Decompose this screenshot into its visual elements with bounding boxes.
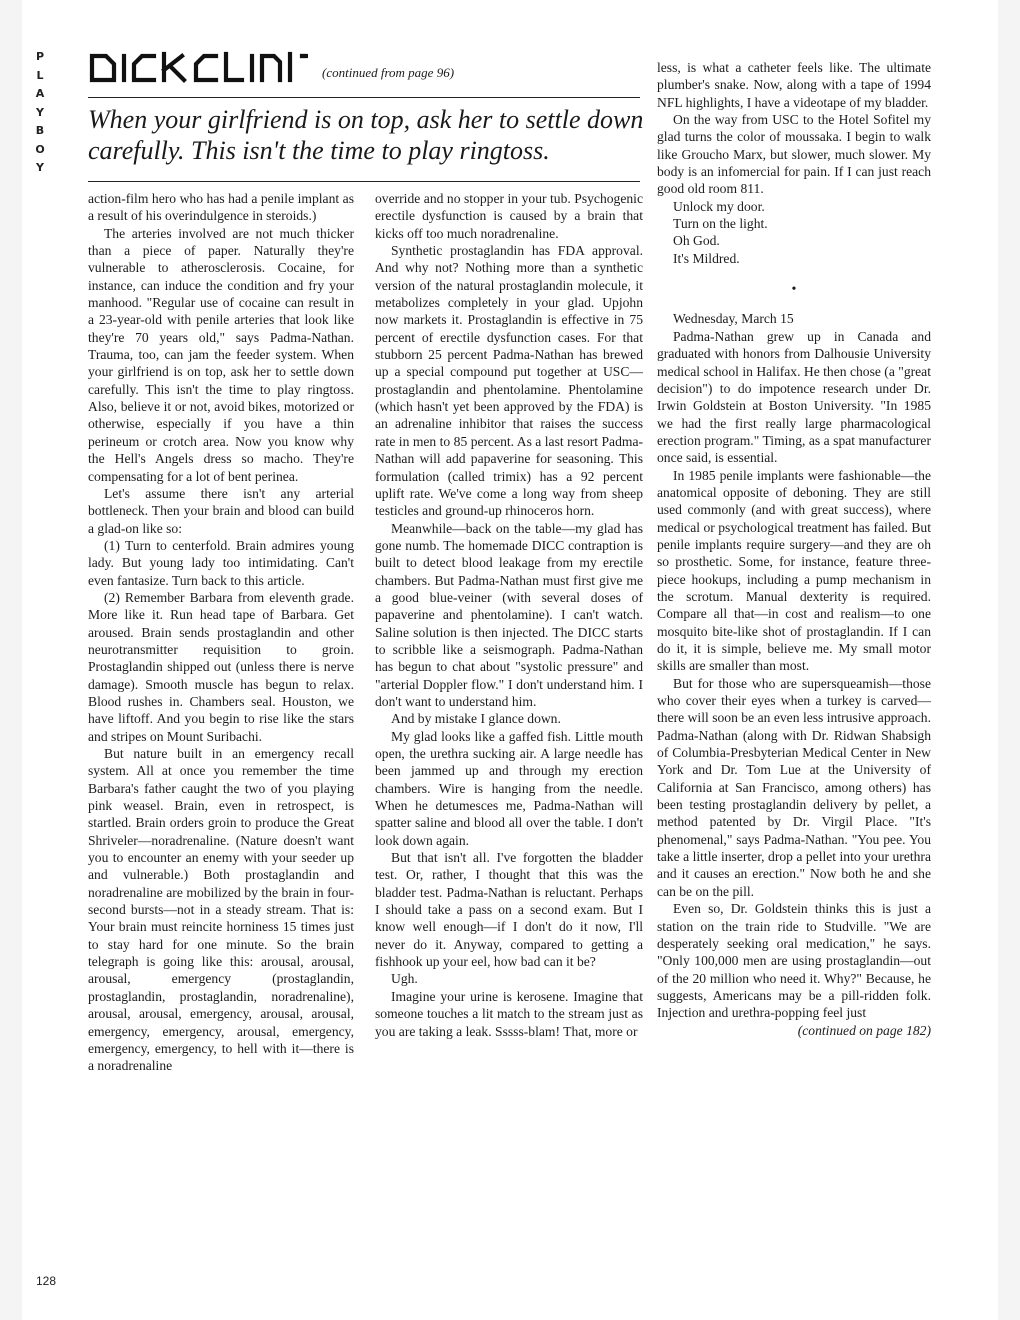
paragraph: In 1985 penile implants were fashionable—the anatomical opposite of deboning. They are still used commonly (and with great success), where medical or psychological treatment has failed. But penile implants require surgery—and they are oh so prosthetic. Some, for instance, feature three-piece hookups, including a pump mechanism in the scrotum. Manual dexterity is required. Compare all that—in cost and realism—to one mosquito bite-like shot of prostaglandin. If I can do it, it is simple, believe me. My small motor skills are smaller than most. [657,467,931,674]
magazine-letter: Y [36,105,44,119]
paragraph: The arteries involved are not much thicker than a piece of paper. Naturally they're vulnerable to atherosclerosis. Cocaine, for instance, can induce the condition and fry your manhood. "Regular use of cocaine can result in a 23-year-old with penile arteries that look like they're 70 years old," says Padma-Nathan. Trauma, too, can jam the feeder system. When your girlfriend is on top, ask her to settle down carefully. This isn't the time to play ringtoss. Also, believe it or not, avoid bikes, motorized or otherwise, especially if you have a thin perineum or crotch area. Now you know why the Hell's Angels dress so macho. They're compensating for a lot of bent perinea. [88,225,354,484]
paragraph: Even so, Dr. Goldstein thinks this is just a station on the train ride to Studville. "We are desperately seeking oral medication," he says. "Only 100,000 men are using prostaglandin—out of the 20 million who need it. Why?" Because, he suggests, Americans may be a pill-ridden folk. Injection and urethra-popping feel just [657,901,931,1021]
paragraph: (2) Remember Barbara from eleventh grade. More like it. Run head tape of Barbara. Get aroused. Brain sends prostaglandin and other neurotransmitter requisition to groin. Prostaglandin shipped out (unless there is nerve damage). Smooth muscle has begun to relax. Blood rushes in. Chambers seal. Houston, we have liftoff. And you begin to rise like the stars and stripes on Mount Suribachi. [88,589,354,744]
paragraph: Meanwhile—back on the table—my glad has gone numb. The homemade DICC contraption is built to detect blood leakage from my erectile chambers. But Padma-Nathan must first give me a good blue-veiner (with several doses of papaverine and phentolamine). I can't watch. Saline solution is then injected. The DICC starts to scribble like a seismograph. Padma-Nathan has begun to chat about "systolic pressure" and "arterial Doppler flow." I don't understand him. I don't want to understand him. [375,520,643,709]
paragraph: Let's assume there isn't any arterial bottleneck. Then your brain and blood can build a glad-on like so: [88,485,354,536]
magazine-letter: L [36,68,44,82]
paragraph: And by mistake I glance down. [391,711,561,727]
short-line: Oh God. [673,233,720,249]
magazine-letter: B [35,124,45,137]
paragraph: Padma-Nathan grew up in Canada and graduated with honors from Dalhousie University medical school in Halifax. He then chose (a "great decision") to do impotence research under Dr. Irwin Goldstein at Boston University. "In 1985 we had the first really large pharmacological erection program." Timing, as a spat manufacturer once said, is essential. [657,328,931,466]
continued-from-label: (continued from page 96) [322,65,455,80]
short-line: Turn on the light. [673,216,768,232]
paragraph: Synthetic prostaglandin has FDA approval. And why not? Nothing more than a synthetic version of the natural prostaglandin molecule, it metabolizes completely in your glad. Upjohn now markets it. Prostaglandin is effective in 75 percent of erectile dysfunction cases. For that stubborn 25 percent Padma-Nathan has brewed up a special compound put together at USC—prostaglandin and phentolamine. Phentolamine (which hasn't yet been approved by the FDA) is an adrenaline inhibitor that raises the success rate in men to 85 percent. As a last resort Padma-Nathan will add papaverine for seasoning. This formulation (called trimix) has a 92 percent uplift rate. We've come a long way from sheep testicles and ground-up rhinoceros horn. [375,243,643,519]
paragraph: On the way from USC to the Hotel Sofitel my glad turns the color of moussaka. I begin to walk like Groucho Marx, but slower, much slower. My body is an infomercial for pain. If I can just reach good old room 811. [657,112,931,197]
short-lines [657,198,931,267]
section-header [88,50,640,84]
dateline: Wednesday, March 15 [673,311,794,327]
paragraph: (1) Turn to centerfold. Brain admires young lady. But young lady too intimidating. Can't even fantasize. Turn back to this article. [88,537,354,588]
paragraph: Imagine your urine is kerosene. Imagine that someone touches a lit match to the stream just as you are taking a leak. Sssss-blam! That, more or [375,988,643,1039]
paragraph: action-film hero who has had a penile implant as a result of his overindulgence in steroids.) [88,191,354,224]
column-1 [88,190,354,1075]
header-rule-bottom [88,181,640,182]
short-line: Unlock my door. [673,198,765,214]
magazine-letter: P [35,50,45,63]
paragraph: My glad looks like a gaffed fish. Little mouth open, the urethra sucking air. A large needle has been jammed up and through my erection chambers. Wire is hanging from the needle. When he detumesces me, Padma-Nathan will spatter saline and blood all over the table. I don't look down again. [375,728,643,848]
pull-quote: When your girlfriend is on top, ask her to settle down carefully. This isn't the time to play ringtoss. [88,105,644,165]
magazine-letter: Y [36,161,44,174]
paragraph: override and no stopper in your tub. Psychogenic erectile dysfunction is caused by a brain that kicks off too much noradrenaline. [375,191,643,241]
short-line: It's Mildred. [673,250,740,266]
column-2 [375,190,643,1040]
magazine-name-vertical [28,48,52,178]
continued-on-label: (continued on page 182) [797,1022,931,1038]
paragraph: less, is what a catheter feels like. The ultimate plumber's snake. Now, along with a tape of 1994 NFL highlights, I have a videotape of my bladder. [657,60,931,110]
section-break-bullet: • [791,282,797,298]
magazine-letter: O [35,142,45,156]
paragraph: But that isn't all. I've forgotten the bladder test. Or, rather, I thought that this was the bladder test. Padma-Nathan is reluctant. Perhaps I should take a pass on a second exam. But I know well enough—if I don't do it now, I'll never do it. Anyway, compared to getting a fishhook up your eel, how bad can it be? [375,850,643,970]
magazine-letter: A [35,87,45,100]
paragraph: Ugh. [391,971,418,987]
header-rule-top [88,97,640,98]
paragraph: But nature built in an emergency recall system. All at once you remember the time Barbara's father caught the two of you playing pink weasel. Brain, even in retrospect, is startled. Brain orders groin to produce the Great Shriveler—noradrenaline. (Nature doesn't want you to encounter an enemy with your seeder up and vulnerable.) Both prostaglandin and noradrenaline are mobilized by the brain in four-second bursts—not in a steady stream. That is: Your brain must reincite horniness 15 times just to stay hard for one minute. So the brain telegraph is going like this: arousal, arousal, arousal, emergency (prostaglandin, prostaglandin, prostaglandin, noradrenaline), arousal, arousal, emergency, arousal, arousal, emergency, emergency, arousal, emergency, emergency, emergency, to hell with it—there is a noradrenaline [88,746,354,1074]
page-number: 128 [36,1274,57,1288]
section-logo-dick-clinic [88,50,308,84]
paragraph: But for those who are supersqueamish—those who cover their eyes when a turkey is carved—there will soon be an even less intrusive approach. Padma-Nathan (along with Dr. Ridwan Shabsigh of Columbia-Presbyterian Medical Center in New York and Dr. Tom Lue at the University of California at San Francisco, among others) has been testing prostaglandin delivery by pellet, a method patented by Dr. Virgil Place. "It's phenomenal," says Padma-Nathan. "You pee. You take a little inserter, drop a pellet into your urethra and it causes an erection." Now both he and she can be on the pill. [657,675,931,899]
column-3 [657,59,931,1039]
